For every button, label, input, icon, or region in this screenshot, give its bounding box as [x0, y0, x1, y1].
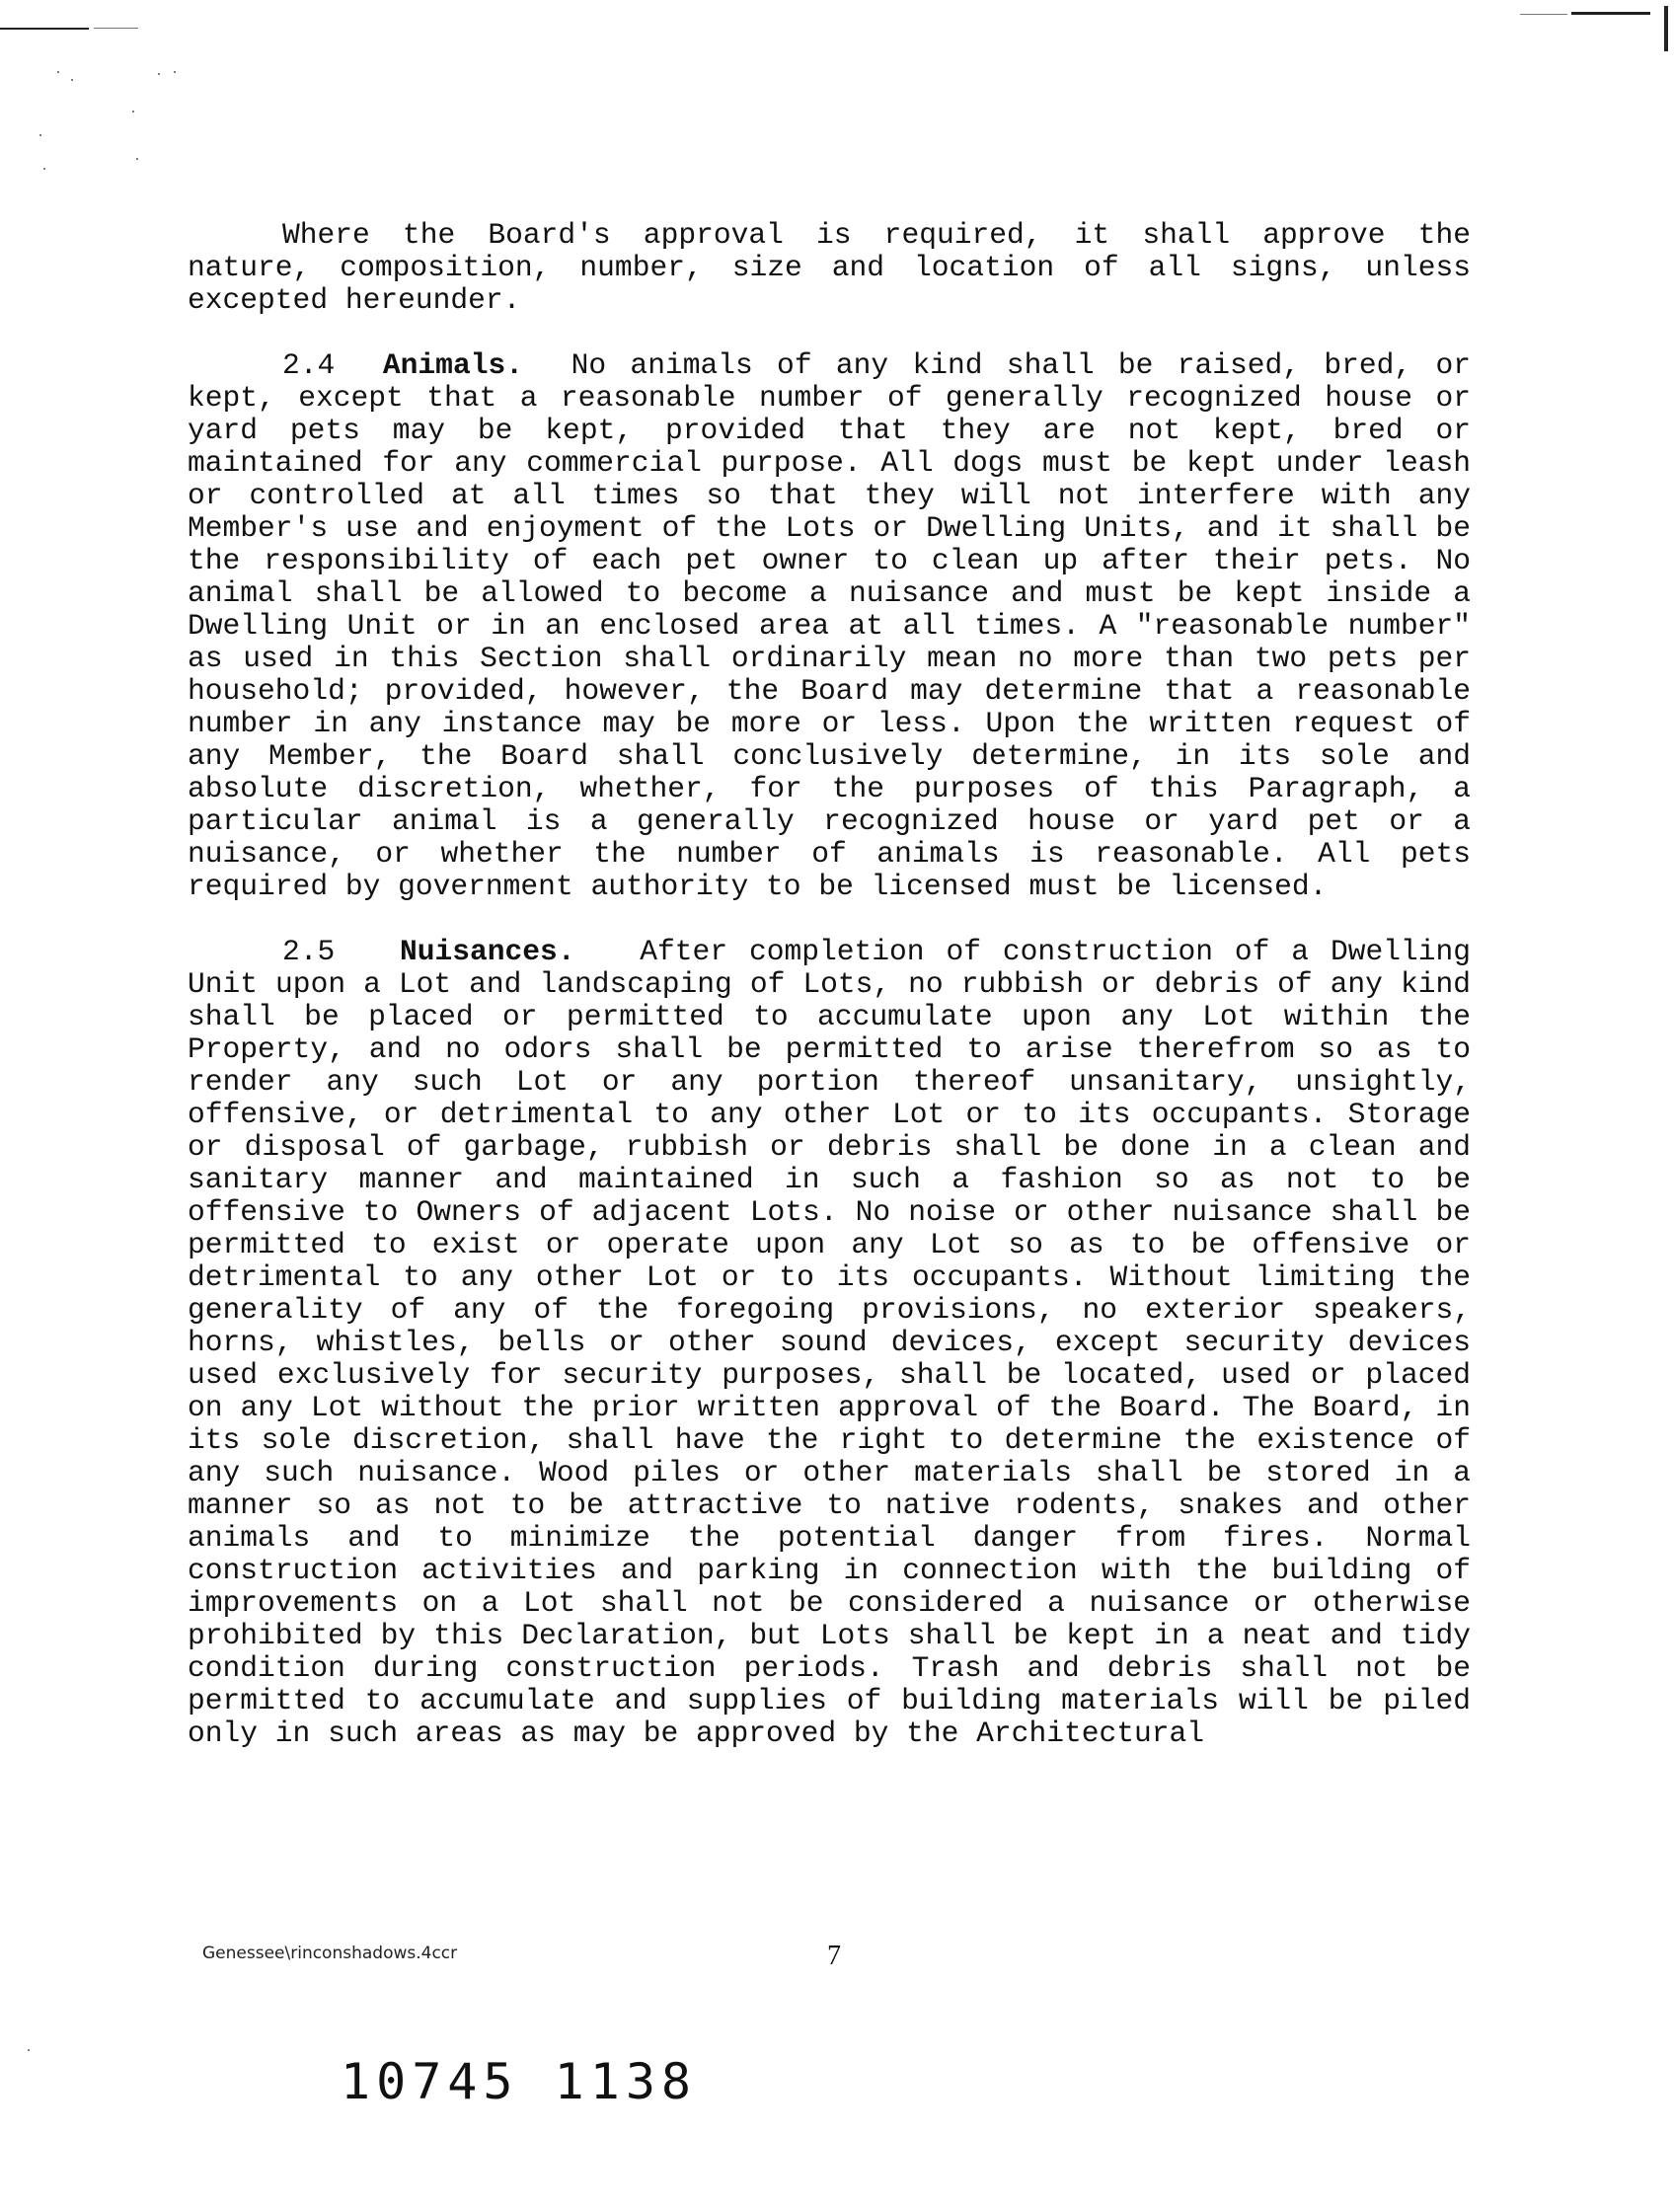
scan-speck	[71, 79, 73, 81]
scan-line-top-right-faint	[1520, 14, 1567, 15]
scan-line-top-left	[0, 28, 89, 30]
document-body	[188, 219, 1471, 1783]
scan-line-top-right	[1571, 12, 1650, 15]
footer-file-path: Genessee\rinconshadows.4ccr	[202, 1944, 458, 1963]
scan-corner-tick	[1664, 6, 1668, 51]
section-body: After completion of construction of a Dwelling Unit upon a Lot and landscaping of Lots, no rubbish or debris of any kind shall be placed or permitted to accumulate upon any Lot within the Property, and no odors shall be permitted to arise therefrom so as to render any such Lot or any portion thereof unsanitary, unsightly, offensive, or detrimental to any other Lot or to its occupants. Storage or disposal of garbage, rubbish or debris shall be done in a clean and sanitary manner and maintained in such a fashion so as not to be offensive to Owners of adjacent Lots. No noise or other nuisance shall be permitted to exist or operate upon any Lot so as to be offensive or detrimental to any other Lot or to its occupants. Without limiting the generality of any of the foregoing provisions, no exterior speakers, horns, whistles, bells or other sound devices, except security devices used exclusively for security purposes, shall be located, used or placed on any Lot without the prior written approval of the Board. The Board, in its sole discretion, shall have the right to determine the existence of any such nuisance. Wood piles or other materials shall be stored in a manner so as not to be attractive to native rodents, snakes and other animals and to minimize the potential danger from fires. Normal construction activities and parking in connection with the building of improvements on a Lot shall not be considered a nuisance or otherwise prohibited by this Declaration, but Lots shall be kept in a neat and tidy condition during construction periods. Trash and debris shall not be permitted to accumulate and supplies of building materials will be piled only in such areas as may be approved by the Architectural	[188, 935, 1472, 1750]
section-nuisances	[188, 936, 1471, 1750]
intro-paragraph: Where the Board's approval is required, it shall approve the nature, composition, number, size and location of all signs, unless excepted hereunder.	[188, 218, 1471, 317]
section-number: 2.4	[282, 348, 336, 382]
scan-speck	[43, 168, 45, 170]
recording-stamp: 10745 1138	[341, 2053, 698, 2110]
scan-speck	[28, 2049, 30, 2051]
scan-speck	[174, 71, 176, 73]
section-body: No animals of any kind shall be raised, bred, or kept, except that a reasonable number of generally recognized house or yard pets may be kept, provided that they are not kept, bred or maintained for any commercial purpose. All dogs must be kept under leash or controlled at all times so that they will not interfere with any Member's use and enjoyment of the Lots or Dwelling Units, and it shall be the responsibility of each pet owner to clean up after their pets. No animal shall be allowed to become a nuisance and must be kept inside a Dwelling Unit or in an enclosed area at all times. A "reasonable number" as used in this Section shall ordinarily mean no more than two pets per household; provided, however, the Board may determine that a reasonable number in any instance may be more or less. Upon the written request of any Member, the Board shall conclusively determine, in its sole and absolute discretion, whether, for the purposes of this Paragraph, a particular animal is a generally recognized house or yard pet or a nuisance, or whether the number of animals is reasonable. All pets required by government authority to be licensed must be licensed.	[188, 348, 1471, 903]
section-number: 2.5	[282, 935, 336, 968]
section-title: Animals.	[382, 348, 523, 382]
scan-line-top-left-faint	[94, 28, 138, 29]
scan-speck	[39, 134, 41, 136]
page-number: 7	[827, 1941, 841, 1971]
section-animals	[188, 349, 1471, 903]
section-title: Nuisances.	[399, 935, 575, 968]
scan-speck	[158, 73, 160, 75]
scan-speck	[57, 71, 59, 73]
scan-speck	[132, 111, 134, 113]
scan-speck	[136, 158, 138, 160]
